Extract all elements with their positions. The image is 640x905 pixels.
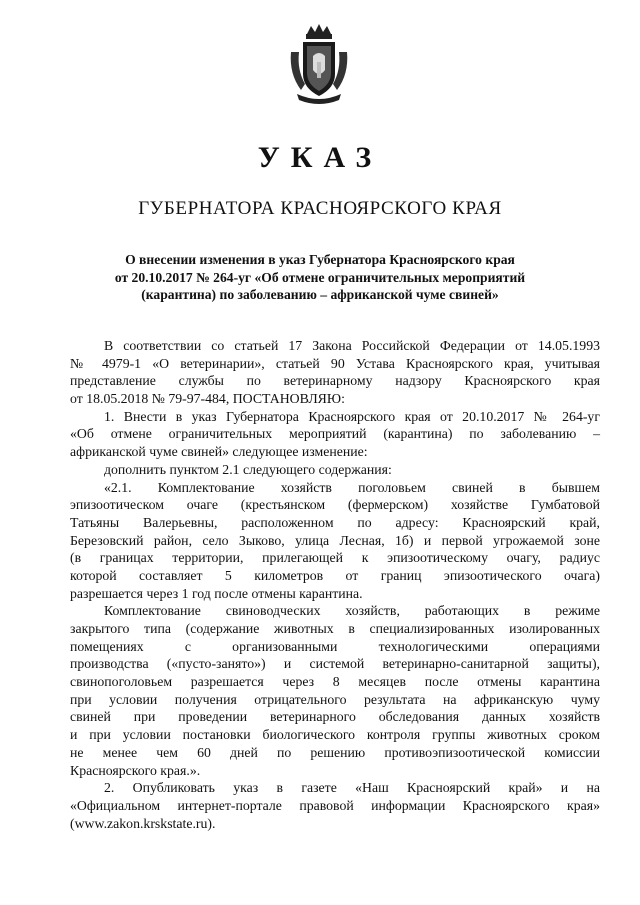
heading-line: (карантина) по заболеванию – африканской чуме свиней»: [141, 287, 499, 302]
heading-line: О внесении изменения в указ Губернатора Красноярского края: [125, 252, 515, 267]
body-line: (www.zakon.krskstate.ru).: [70, 815, 216, 831]
document-heading: [90, 251, 550, 304]
body-line: разрешается через 1 год после отмены карантина.: [70, 585, 363, 601]
body-line: «2.1. Комплектование хозяйств поголовьем свиней в бывшем: [104, 479, 600, 495]
body-line: помещениях с организованными технологическими операциями: [70, 638, 600, 654]
document-body: [70, 337, 600, 832]
body-line: Татьяны Валерьевны, расположенном по адресу: Красноярский край,: [70, 514, 600, 530]
body-line: которой составляет 5 километров от границ эпизоотического очага): [70, 567, 600, 583]
document-title: УКАЗ: [257, 141, 383, 174]
coat-of-arms-icon: [287, 22, 351, 106]
body-line: свиней при проведении ветеринарного обследования данных хозяйств: [70, 709, 600, 725]
body-line: представление службы по ветеринарному надзору Красноярского края: [70, 373, 600, 389]
body-line: «Официальном интернет-портале правовой информации Красноярского края»: [70, 797, 600, 813]
body-line: свинопоголовьем разрешается через 8 месяцев после отмены карантина: [70, 674, 600, 690]
body-line: Комплектование свиноводческих хозяйств, работающих в режиме: [104, 603, 600, 619]
body-line: не менее чем 60 дней по решению противоэпизоотической комиссии: [70, 744, 600, 760]
body-line: эпизоотическом очаге (крестьянском (фермерском) хозяйстве Гумбатовой: [70, 497, 600, 513]
body-line: производства («пусто-занято») и системой ветеринарно-санитарной защиты),: [70, 656, 600, 672]
body-line: и при условии постановки биологического контроля группы животных сроком: [70, 727, 600, 743]
body-line: 1. Внести в указ Губернатора Красноярского края от 20.10.2017 № 264-уг: [104, 408, 600, 424]
heading-line: от 20.10.2017 № 264-уг «Об отмене ограничительных мероприятий: [114, 269, 526, 285]
body-line: при условии получения отрицательного результата на африканскую чуму: [70, 691, 600, 707]
body-line: закрытого типа (содержание животных в специализированных изолированных: [70, 621, 600, 636]
body-line: 2. Опубликовать указ в газете «Наш Красноярский край» и на: [104, 780, 600, 796]
body-line: от 18.05.2018 № 79-97-484, ПОСТАНОВЛЯЮ:: [70, 391, 345, 407]
body-line: «Об отмене ограничительных мероприятий (карантина) по заболеванию –: [70, 426, 600, 442]
body-line: В соответствии со статьей 17 Закона Российской Федерации от 14.05.1993: [104, 338, 600, 353]
body-line: (в границах территории, прилегающей к эпизоотическому очагу, радиус: [70, 550, 600, 566]
body-line: дополнить пунктом 2.1 следующего содержания:: [104, 461, 392, 477]
body-line: африканской чуме свиней» следующее изменение:: [70, 444, 368, 460]
document-subtitle: ГУБЕРНАТОРА КРАСНОЯРСКОГО КРАЯ: [138, 198, 502, 219]
body-line: Красноярского края.».: [70, 762, 201, 778]
body-line: Березовский район, село Зыково, улица Лесная, 1б) и первой угрожаемой зоне: [70, 532, 600, 548]
body-line: № 4979-1 «О ветеринарии», статьей 90 Устава Красноярского края, учитывая: [70, 355, 600, 371]
